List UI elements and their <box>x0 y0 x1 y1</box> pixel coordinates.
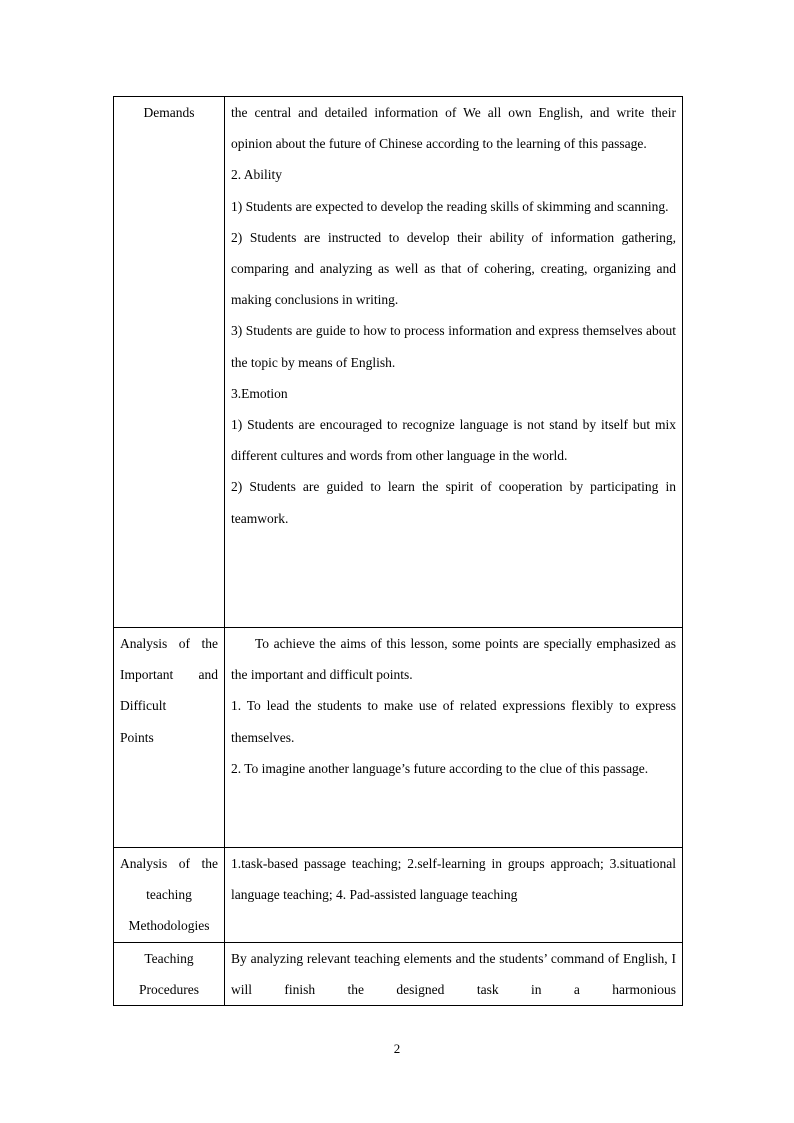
paragraph: the central and detailed information of We all own English, and write their opinion about the future of Chinese according to the learning of this passage. <box>231 105 676 152</box>
paragraph: 1.task-based passage teaching; 2.self-learning in groups approach; 3.situational language teaching; 4. Pad-assisted language teaching <box>231 856 676 903</box>
row-content <box>225 628 683 848</box>
heading-line: teaching <box>146 887 192 903</box>
paragraph: 3) Students are guide to how to process information and express themselves about the topic by means of English. <box>231 323 676 370</box>
lesson-plan-table <box>113 96 683 1006</box>
heading-line: Analysis of the <box>120 856 218 871</box>
paragraph: 2. To imagine another language’s future according to the clue of this passage. <box>231 760 649 776</box>
paragraph: 1) Students are encouraged to recognize language is not stand by itself but mix different cultures and words from other language in the world. <box>231 417 676 464</box>
paragraph: To achieve the aims of this lesson, some points are specially emphasized as the important and difficult points. <box>231 636 676 683</box>
paragraph: 2) Students are guided to learn the spirit of cooperation by participating in teamwork. <box>231 479 676 526</box>
row-content <box>225 848 683 943</box>
row-content <box>225 942 683 1005</box>
paragraph: 1. To lead the students to make use of related expressions flexibly to express themselves. <box>231 698 676 745</box>
table-row-demands <box>114 97 683 628</box>
heading-line: Teaching <box>144 950 194 966</box>
paragraph: 2) Students are instructed to develop their ability of information gathering, comparing and analyzing as well as that of cohering, creating, organizing and making conclusions in writing. <box>231 229 676 308</box>
heading-line: Procedures <box>139 981 199 997</box>
row-heading <box>114 97 225 628</box>
paragraph: 1) Students are expected to develop the reading skills of skimming and scanning. <box>231 198 669 214</box>
row-heading <box>114 942 225 1005</box>
page-number: 2 <box>393 1041 401 1056</box>
paragraph: 3.Emotion <box>231 385 288 401</box>
heading-line: Difficult <box>120 698 167 714</box>
table-row-teaching-procedures <box>114 942 683 1005</box>
table-row-important-difficult-points <box>114 628 683 848</box>
row-heading <box>114 848 225 943</box>
table-row-teaching-methodologies <box>114 848 683 943</box>
row-heading <box>114 628 225 848</box>
heading-line: Methodologies <box>128 918 210 934</box>
row-content <box>225 97 683 628</box>
paragraph: 2. Ability <box>231 167 283 183</box>
heading-line: Points <box>120 729 154 745</box>
heading-line: Important and <box>120 667 218 683</box>
paragraph: By analyzing relevant teaching elements and the students’ command of English, I will finish the designed task in a harmonious <box>231 950 676 997</box>
heading-line: Analysis of the <box>120 636 218 651</box>
heading-line: Demands <box>143 105 195 120</box>
